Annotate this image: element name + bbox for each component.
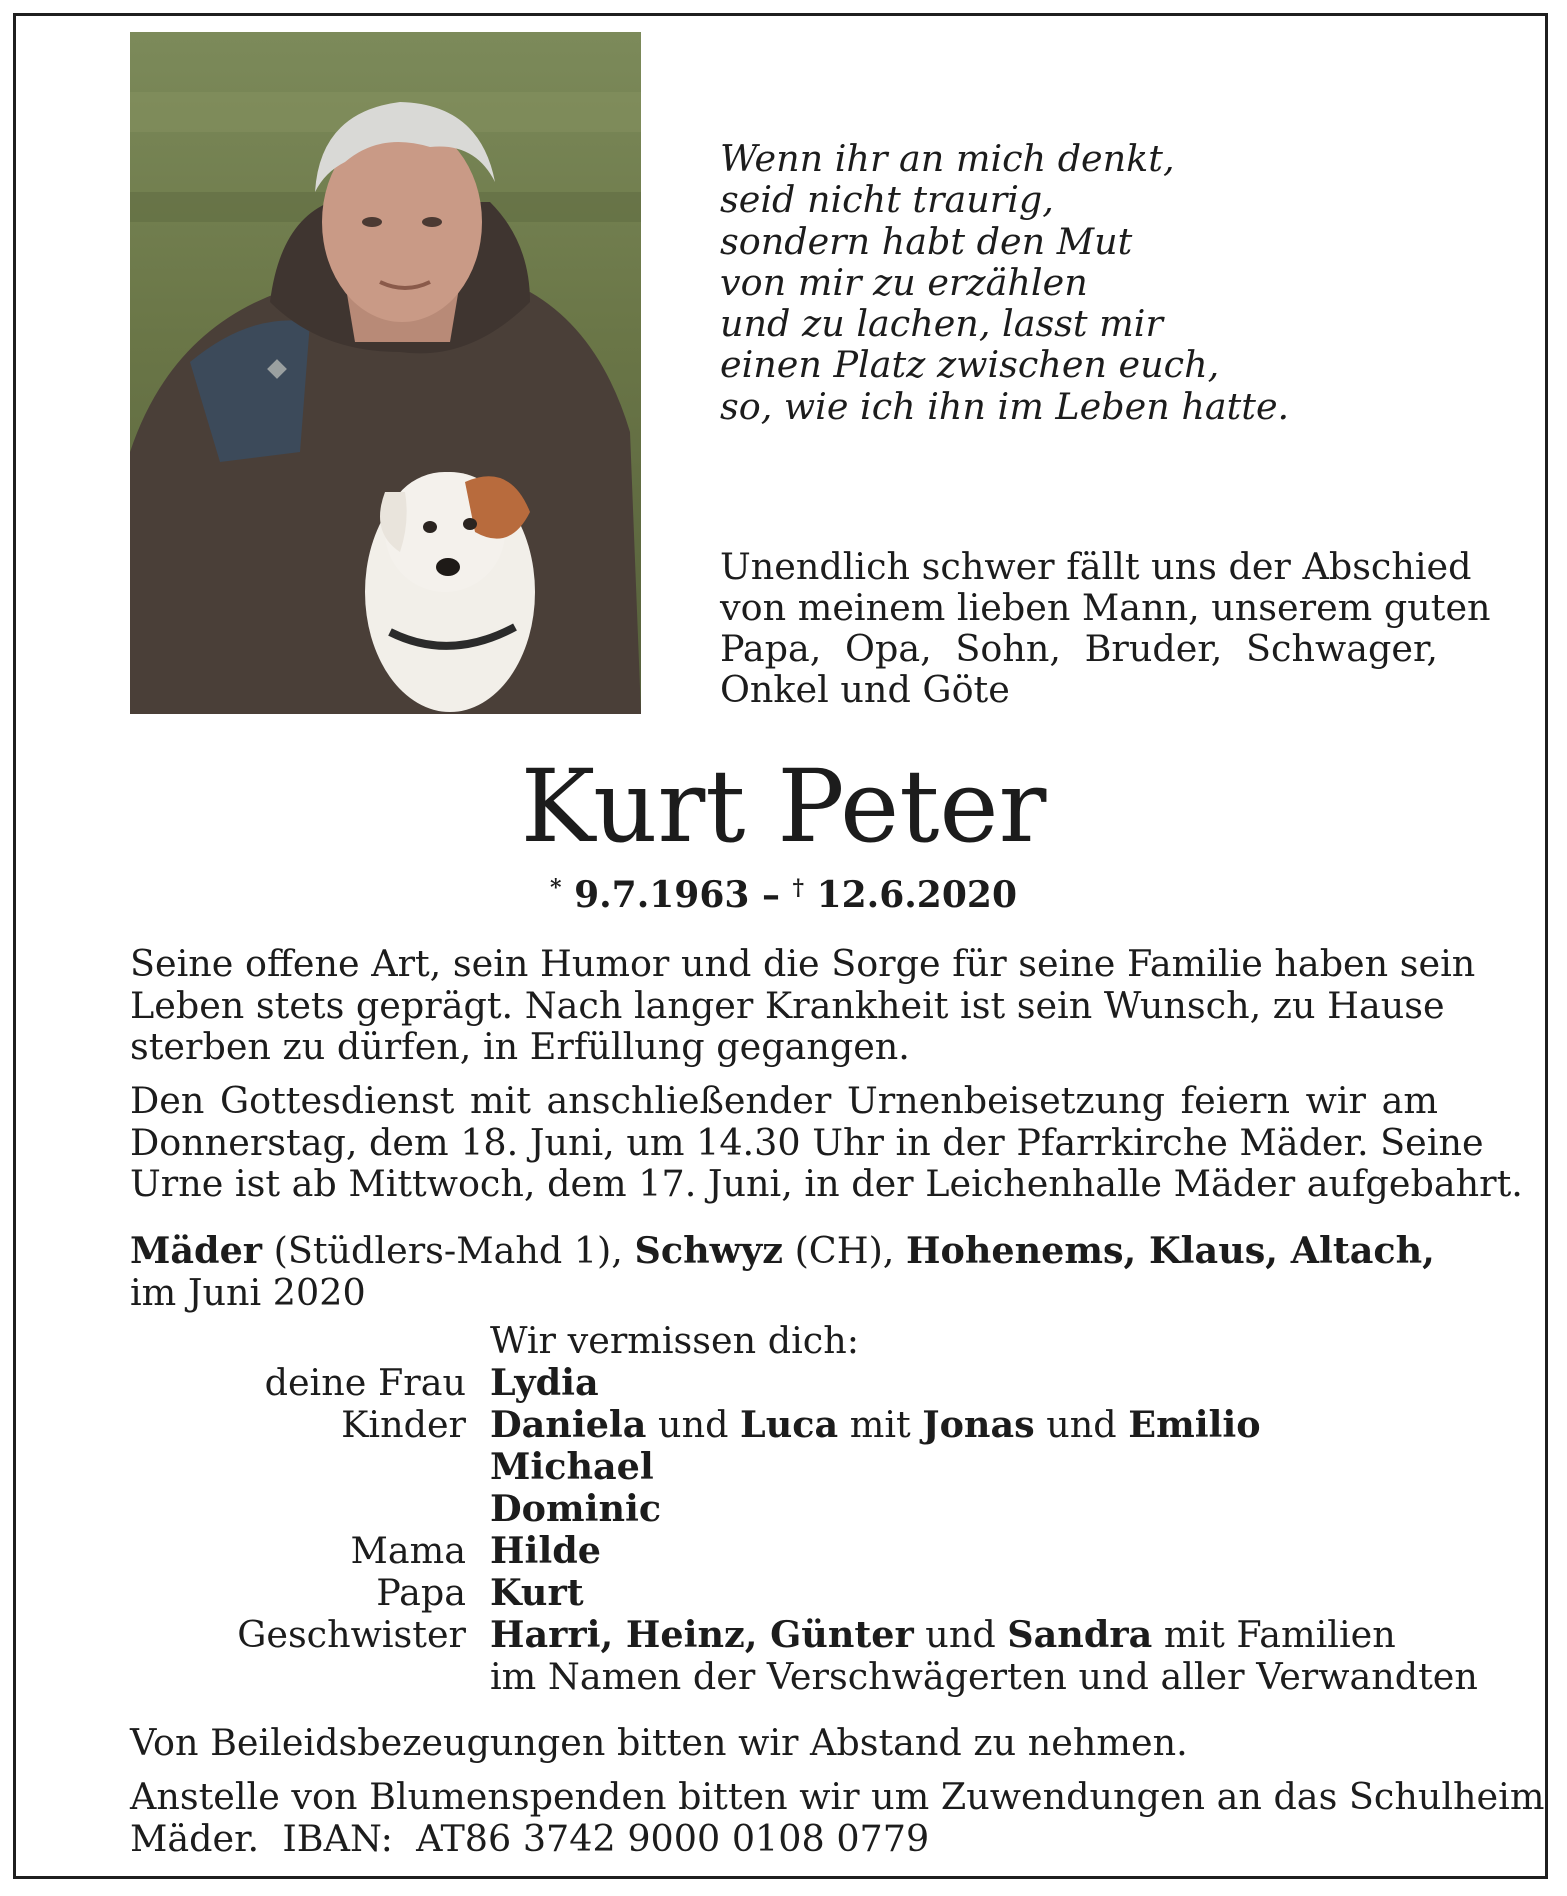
death-symbol: † — [792, 875, 805, 901]
paragraph-line: Urne ist ab Mittwoch, dem 17. Juni, in der Leichenhalle Mäder aufgebahrt. — [130, 1162, 1523, 1205]
family-row-children — [130, 1404, 1438, 1446]
place-detail: (CH), — [782, 1229, 907, 1272]
member-name: Emilio — [1128, 1403, 1261, 1446]
intro-line: Onkel und Göte — [720, 668, 1010, 711]
places-row — [130, 1230, 1438, 1272]
member-name: Daniela — [490, 1403, 647, 1446]
paragraph-line: Leben stets geprägt. Nach langer Krankheit ist sein Wunsch, zu Hause — [130, 983, 1445, 1027]
intro-line: von meinem lieben Mann, unserem guten — [720, 586, 1491, 629]
member-name: Luca — [740, 1403, 839, 1446]
places-line — [130, 1230, 1438, 1313]
family-row-wife — [130, 1362, 1438, 1404]
member-name: Dominic — [490, 1487, 662, 1530]
donation-note — [130, 1775, 1545, 1860]
family-row-child — [130, 1488, 1438, 1530]
birth-date: 9.7.1963 — [574, 874, 750, 916]
poem-line: Wenn ihr an mich denkt, — [720, 137, 1175, 180]
member-name: Lydia — [490, 1361, 599, 1404]
role-label: Geschwister — [237, 1613, 466, 1656]
member-name: Kurt — [490, 1571, 584, 1614]
connector: mit Familien — [1152, 1613, 1396, 1656]
family-row-father — [130, 1572, 1438, 1614]
connector: mit — [838, 1403, 923, 1446]
role-label: deine Frau — [264, 1361, 466, 1404]
date-separator: – — [761, 874, 780, 916]
birth-symbol: * — [550, 875, 562, 901]
family-list — [130, 1319, 1478, 1698]
relatives-text: im Namen der Verschwägerten und aller Verwandten — [490, 1655, 1478, 1698]
intro-text — [720, 545, 1491, 711]
portrait-image — [130, 32, 641, 714]
member-name: Jonas — [922, 1403, 1035, 1446]
place-bold: Hohenems, Klaus, Altach, — [906, 1229, 1435, 1272]
death-date: 12.6.2020 — [816, 874, 1017, 916]
poem-line: so, wie ich ihn im Leben hatte. — [720, 384, 1290, 428]
paragraph-line: Den Gottesdienst mit anschließender Urnenbeisetzung feiern wir am — [130, 1079, 1438, 1122]
paragraph-line: Seine offene Art, sein Humor und die Sorge für seine Familie haben sein — [130, 942, 1476, 985]
family-row-child — [130, 1446, 1438, 1488]
connector: und — [1034, 1403, 1129, 1446]
place-bold: Mäder — [130, 1229, 263, 1272]
poem-line: und zu lachen, lasst mir — [720, 302, 1163, 346]
family-row-siblings — [130, 1614, 1438, 1656]
intro-line: Papa, Opa, Sohn, Bruder, Schwager, — [720, 627, 1438, 670]
connector: und — [913, 1613, 1008, 1656]
poem-line: von mir zu erzählen — [720, 260, 1088, 304]
condolences-note: Von Beileidsbezeugungen bitten wir Abstand zu nehmen. — [130, 1721, 1188, 1764]
family-heading-row — [130, 1320, 1438, 1362]
family-row-mother — [130, 1530, 1438, 1572]
paragraph-line: Donnerstag, dem 18. Juni, um 14.30 Uhr in der Pfarrkirche Mäder. Seine — [130, 1120, 1484, 1164]
role-label: Papa — [376, 1571, 466, 1614]
poem-line: seid nicht traurig, — [720, 178, 1054, 222]
role-label: Kinder — [341, 1403, 466, 1446]
place-detail: (Stüdlers-Mahd 1), — [262, 1229, 635, 1272]
poem-line: sondern habt den Mut — [720, 219, 1133, 263]
donation-line: Anstelle von Blumenspenden bitten wir um Zuwendungen an das Schulheim — [130, 1775, 1545, 1818]
member-name: Michael — [490, 1445, 654, 1488]
donation-line: Mäder. IBAN: AT86 3742 9000 0108 0779 — [130, 1816, 930, 1860]
intro-line: Unendlich schwer fällt uns der Abschied — [720, 545, 1472, 588]
poem — [720, 138, 1289, 427]
portrait-photo — [130, 32, 641, 714]
member-name: Sandra — [1007, 1613, 1153, 1656]
family-heading: Wir vermissen dich: — [490, 1319, 860, 1362]
funeral-paragraph — [130, 1079, 1523, 1205]
paragraph-line: sterben zu dürfen, in Erfüllung gegangen. — [130, 1025, 910, 1068]
place-date: im Juni 2020 — [130, 1270, 366, 1314]
connector: und — [646, 1403, 741, 1446]
role-label: Mama — [350, 1529, 466, 1572]
family-row-relatives — [130, 1655, 1478, 1698]
place-bold: Schwyz — [634, 1229, 783, 1272]
member-name: Harri, Heinz, Günter — [490, 1613, 914, 1656]
poem-line: einen Platz zwischen euch, — [720, 343, 1220, 387]
member-name: Hilde — [490, 1529, 601, 1572]
deceased-name: Kurt Peter — [520, 748, 1047, 865]
character-paragraph — [130, 942, 1476, 1068]
life-dates — [0, 865, 1567, 918]
